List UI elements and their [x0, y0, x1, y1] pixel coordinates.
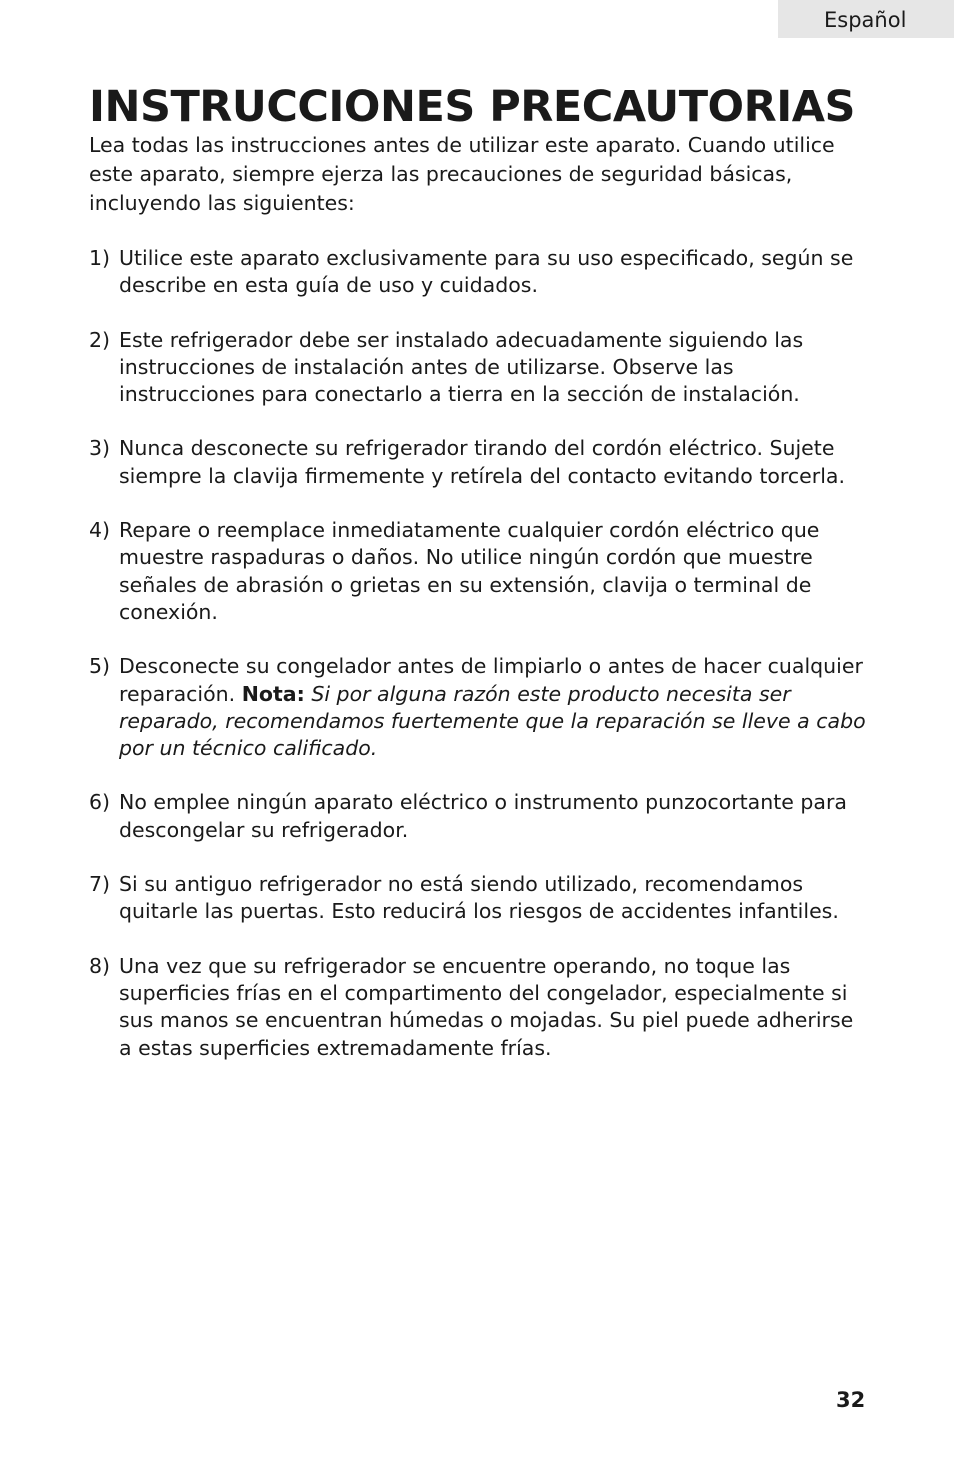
note-label: Nota: [241, 681, 305, 706]
item-number: 5) [89, 654, 111, 679]
item-text: Repare o reemplace inmediatamente cualquier cordón eléctrico que muestre raspaduras o daños. No utilice ningún cordón que muestre señales de abrasión o grietas en su extensión, clavija o terminal de conexión. [119, 518, 820, 624]
item-number: 6) [89, 790, 111, 815]
item-number: 1) [89, 246, 111, 270]
item-number: 3) [89, 436, 111, 461]
item-number: 2) [89, 327, 111, 352]
list-item [89, 327, 869, 409]
item-text: Nunca desconecte su refrigerador tirando del cordón eléctrico. Sujete siempre la clavija firmemente y retírela del contacto evitando torcerla. [119, 436, 845, 488]
item-text: Este refrigerador debe ser instalado adecuadamente siguiendo las instrucciones de instalación antes de utilizarse. Observe las instrucciones para conectarlo a tierra en la sección de instalación. [119, 327, 804, 407]
item-text: No emplee ningún aparato eléctrico o instrumento punzocortante para descongelar su refrigerador. [119, 790, 847, 842]
list-item [89, 435, 869, 490]
item-text: Desconecte su congelador antes de limpiarlo o antes de hacer cualquier reparación. [119, 654, 863, 706]
item-text: Utilice este aparato exclusivamente para su uso especificado, según se describe en esta guía de uso y cuidados. [119, 246, 854, 298]
note-text: Si por alguna razón este producto necesita ser reparado, recomendamos fuertemente que la reparación se lleve a cabo por un técnico calificado. [119, 681, 866, 761]
list-item [89, 245, 869, 300]
list-item [89, 871, 869, 926]
list-item [89, 653, 869, 762]
intro-paragraph: Lea todas las instrucciones antes de utilizar este aparato. Cuando utilice este aparato, siempre ejerza las precauciones de seguridad básicas, incluyendo las siguientes: [89, 133, 835, 215]
item-number: 7) [89, 872, 111, 897]
item-text: Si su antiguo refrigerador no está siendo utilizado, recomendamos quitarle las puertas. Esto reducirá los riesgos de accidentes infantiles. [119, 872, 839, 924]
list-item [89, 789, 869, 844]
list-item [89, 517, 869, 626]
item-number: 8) [89, 953, 111, 978]
page-title: INSTRUCCIONES PRECAUTORIAS [89, 82, 855, 132]
language-tab: Español [778, 0, 954, 38]
item-text: Una vez que su refrigerador se encuentre operando, no toque las superficies frías en el compartimento del congelador, especialmente si sus manos se encuentran húmedas o mojadas. Su piel puede adherirse a estas superficies extremadamente frías. [119, 953, 854, 1060]
precautions-list [89, 245, 869, 1089]
list-item [89, 953, 869, 1062]
page-number: 32 [836, 1388, 866, 1412]
item-number: 4) [89, 518, 111, 543]
